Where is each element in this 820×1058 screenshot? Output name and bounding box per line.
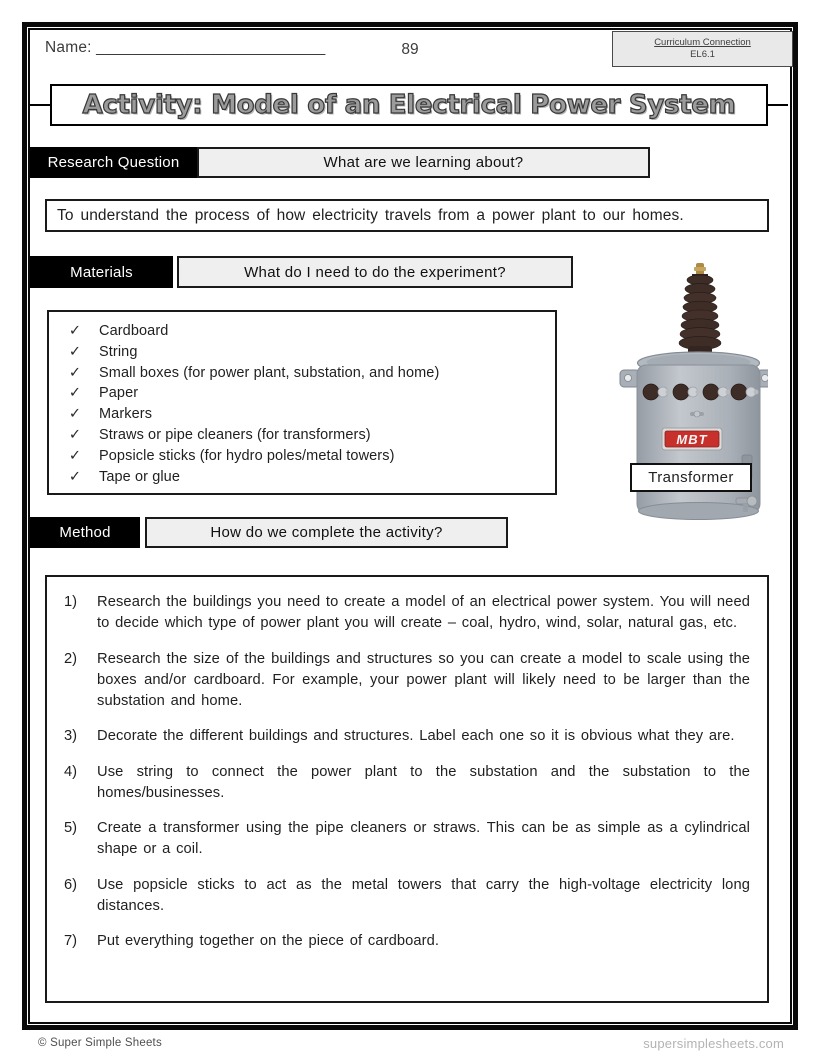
method-step	[64, 931, 750, 952]
list-item	[49, 321, 555, 342]
checkmark-icon: ✓	[68, 323, 82, 339]
step-number: 2)	[64, 650, 78, 667]
method-step	[64, 762, 750, 804]
list-item	[49, 342, 555, 363]
method-step	[64, 818, 750, 860]
list-item	[49, 425, 555, 446]
step-text: Research the buildings you need to create a model of an electrical power system. You will need to decide which type of power plant you will create – coal, hydro, wind, solar, natural gas, etc.	[97, 594, 750, 631]
checkmark-icon: ✓	[68, 426, 82, 443]
step-text: Create a transformer using the pipe cleaners or straws. This can be as simple as a cylindrical shape or a coil.	[97, 820, 750, 857]
checkmark-icon: ✓	[68, 343, 82, 360]
page-number: 89	[401, 41, 419, 58]
svg-text:MBT: MBT	[676, 432, 708, 447]
section-label-materials: Materials	[30, 256, 173, 288]
checkmark-icon: ✓	[68, 468, 82, 485]
worksheet-title: Activity: Model of an Electrical Power System	[82, 90, 736, 120]
name-field-line: Name: __________________________	[45, 39, 326, 56]
step-number: 7)	[64, 933, 78, 949]
method-step	[64, 726, 750, 747]
section-label-method: Method	[30, 517, 140, 548]
figure-caption-box	[630, 463, 752, 492]
step-text: Use string to connect the power plant to the substation and the substation to the homes/businesses.	[97, 763, 750, 801]
curriculum-connection-title: Curriculum Connection	[654, 37, 751, 48]
checkmark-icon: ✓	[68, 364, 82, 381]
material-item-label: Small boxes (for power plant, substation, and home)	[99, 364, 440, 381]
checkmark-icon: ✓	[68, 406, 82, 423]
step-number: 5)	[64, 820, 78, 836]
list-item	[49, 446, 555, 467]
list-item	[49, 467, 555, 488]
method-steps-box	[45, 575, 769, 1003]
research-question-answer-box	[45, 199, 769, 232]
step-number: 1)	[64, 594, 78, 610]
section-prompt-research-question: What are we learning about?	[197, 147, 650, 178]
list-item	[49, 404, 555, 425]
curriculum-connection-box	[612, 31, 793, 67]
section-prompt-method: How do we complete the activity?	[145, 517, 508, 548]
material-item-label: Paper	[99, 385, 139, 402]
list-item	[49, 363, 555, 384]
footer-copyright: © Super Simple Sheets	[38, 1037, 162, 1049]
footer-website: supersimplesheets.com	[643, 1036, 784, 1051]
checkmark-icon: ✓	[68, 447, 82, 464]
step-text: Research the size of the buildings and structures so you can create a model to scale using the boxes and/or cardboard. For example, your power plant will likely need to be larger than the substation and home.	[97, 650, 750, 709]
material-item-label: Straws or pipe cleaners (for transformers)	[99, 426, 371, 443]
step-text: Decorate the different buildings and structures. Label each one so it is obvious what they are.	[97, 728, 735, 744]
method-step	[64, 592, 750, 634]
section-prompt-materials: What do I need to do the experiment?	[177, 256, 573, 288]
method-step	[64, 875, 750, 917]
materials-list-box	[47, 310, 557, 495]
material-item-label: Tape or glue	[99, 468, 181, 485]
step-number: 6)	[64, 876, 78, 893]
material-item-label: Popsicle sticks (for hydro poles/metal towers)	[99, 447, 395, 464]
step-text: Put everything together on the piece of cardboard.	[97, 933, 440, 949]
research-question-answer: To understand the process of how electricity travels from a power plant to our homes.	[57, 206, 684, 224]
worksheet-title-box	[50, 84, 768, 126]
figure-caption-label: Transformer	[648, 469, 734, 486]
material-item-label: Cardboard	[99, 323, 169, 339]
list-item	[49, 383, 555, 404]
method-step	[64, 649, 750, 712]
step-text: Use popsicle sticks to act as the metal towers that carry the high-voltage electricity long distances.	[97, 876, 750, 914]
section-label-research-question: Research Question	[30, 147, 197, 178]
curriculum-connection-code: EL6.1	[690, 49, 715, 60]
step-number: 4)	[64, 763, 78, 780]
material-item-label: String	[99, 343, 138, 360]
material-item-label: Markers	[99, 406, 153, 423]
step-number: 3)	[64, 728, 78, 744]
checkmark-icon: ✓	[68, 385, 82, 402]
